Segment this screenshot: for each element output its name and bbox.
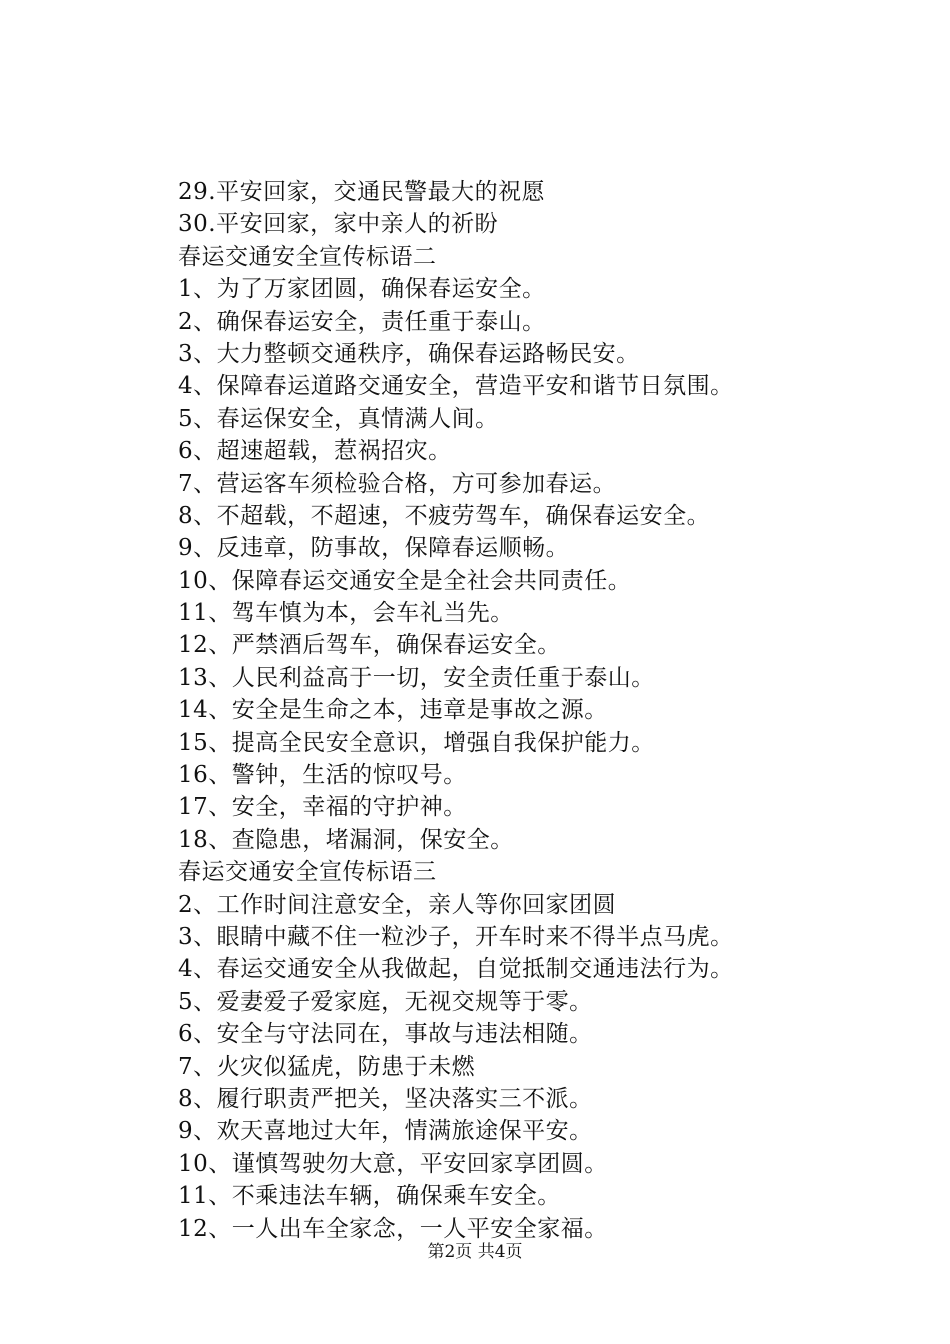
page-number: 第2页 共4页	[427, 1242, 523, 1262]
text-line: 5、春运保安全，真情满人间。	[178, 405, 499, 432]
text-line: 29.平安回家，交通民警最大的祝愿	[178, 179, 546, 205]
text-line: 10、保障春运交通安全是全社会共同责任。	[178, 567, 632, 594]
text-line: 4、春运交通安全从我做起，自觉抵制交通违法行为。	[178, 956, 734, 983]
page-footer	[0, 1240, 950, 1264]
text-line: 3、大力整顿交通秩序，确保春运路畅民安。	[178, 340, 640, 367]
text-line: 8、不超载，不超速，不疲劳驾车，确保春运安全。	[178, 502, 711, 529]
text-line: 7、营运客车须检验合格，方可参加春运。	[178, 470, 617, 497]
text-line: 2、确保春运安全，责任重于泰山。	[178, 308, 546, 335]
text-line: 8、履行职责严把关，坚决落实三不派。	[178, 1085, 593, 1112]
text-line: 17、安全，幸福的守护神。	[178, 794, 467, 821]
text-line: 30.平安回家，家中亲人的祈盼	[178, 211, 499, 238]
text-line: 13、人民利益高于一切，安全责任重于泰山。	[178, 664, 655, 691]
text-line: 9、反违章，防事故，保障春运顺畅。	[178, 535, 570, 562]
section-heading: 春运交通安全宣传标语二	[178, 243, 437, 270]
text-line: 16、警钟，生活的惊叹号。	[178, 762, 467, 789]
text-line: 1、为了万家团圆，确保春运安全。	[178, 276, 546, 303]
text-line: 12、一人出车全家念，一人平安全家福。	[178, 1215, 608, 1242]
text-line: 11、驾车慎为本，会车礼当先。	[178, 600, 514, 627]
document-body	[178, 176, 878, 1245]
text-line: 3、眼睛中藏不住一粒沙子，开车时来不得半点马虎。	[178, 923, 734, 950]
text-line: 7、火灾似猛虎，防患于未燃	[178, 1053, 476, 1080]
text-line: 5、爱妻爱子爱家庭，无视交规等于零。	[178, 988, 593, 1015]
text-line: 6、安全与守法同在，事故与违法相随。	[178, 1021, 593, 1048]
text-line: 15、提高全民安全意识，增强自我保护能力。	[178, 729, 655, 756]
text-line: 2、工作时间注意安全，亲人等你回家团圆	[178, 891, 617, 918]
text-line: 6、超速超载，惹祸招灾。	[178, 438, 452, 465]
text-line: 10、谨慎驾驶勿大意，平安回家享团圆。	[178, 1150, 608, 1177]
text-line: 11、不乘违法车辆，确保乘车安全。	[178, 1183, 561, 1210]
text-line: 4、保障春运道路交通安全，营造平安和谐节日氛围。	[178, 373, 734, 400]
text-line: 14、安全是生命之本，违章是事故之源。	[178, 697, 608, 724]
text-line: 12、严禁酒后驾车，确保春运安全。	[178, 632, 561, 659]
text-line: 18、查隐患，堵漏洞，保安全。	[178, 826, 514, 853]
text-line: 9、欢天喜地过大年，情满旅途保平安。	[178, 1118, 593, 1145]
section-heading: 春运交通安全宣传标语三	[178, 859, 437, 886]
